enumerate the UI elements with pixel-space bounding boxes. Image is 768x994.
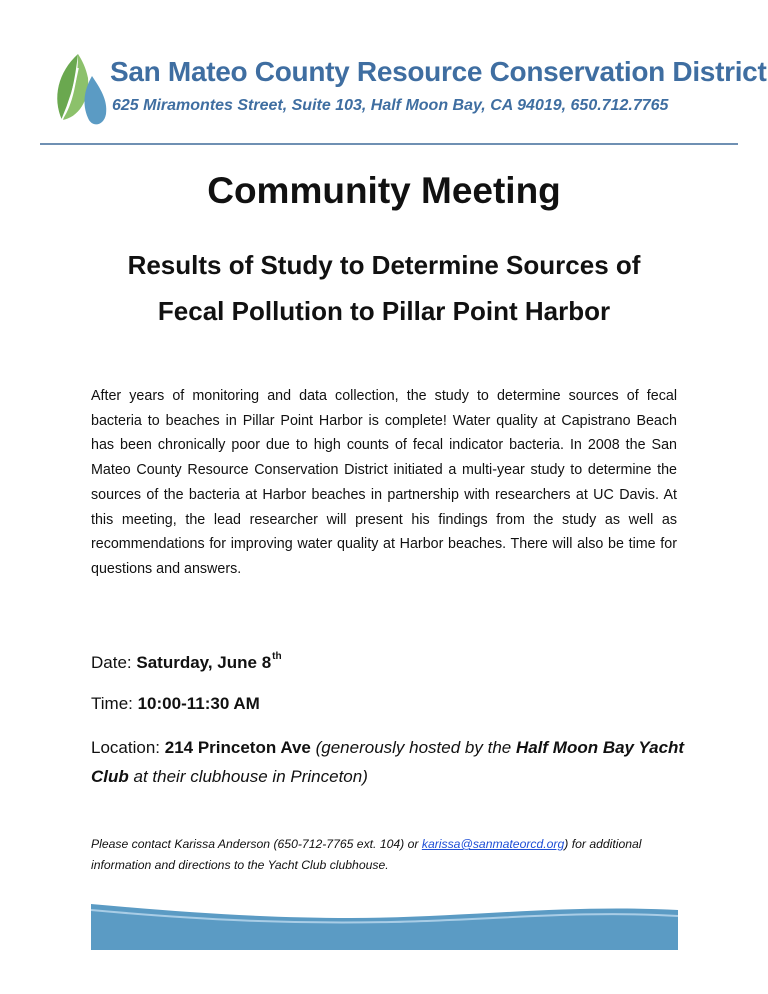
- meeting-location: [91, 733, 691, 791]
- contact-prefix: Please contact Karissa Anderson (650-712-7765 ext. 104) or: [91, 837, 422, 851]
- date-label: Date:: [91, 653, 137, 672]
- date-value: Saturday, June 8: [136, 653, 272, 672]
- location-label: Location:: [91, 738, 165, 757]
- subtitle-line-2: Fecal Pollution to Pillar Point Harbor: [157, 296, 611, 326]
- location-host: Half Moon Bay Yacht Club: [91, 738, 685, 786]
- ocean-wave-icon: [91, 898, 678, 950]
- date-suffix: th: [272, 651, 282, 662]
- meeting-date: [91, 651, 282, 673]
- contact-info: [91, 834, 691, 876]
- contact-suffix: ) for additional information and directions to the Yacht Club clubhouse.: [91, 837, 642, 872]
- page-title: Community Meeting: [207, 170, 561, 211]
- intro-paragraph: After years of monitoring and data collection, the study to determine sources of fecal bacteria to beaches in Pillar Point Harbor is complete! Water quality at Capistrano Beach has been chronically poor due to high counts of fecal indicator bacteria. In 2008 the San Mateo County Resource Conservation District initiated a multi-year study to determine the sources of the bacteria at Harbor beaches in partnership with researchers at UC Davis. At this meeting, the lead researcher will present his findings from the study as well as recommendations for improving water quality at Harbor beaches. There will also be time for questions and answers.: [91, 388, 677, 577]
- location-note-prefix: (generously hosted by the: [310, 738, 516, 757]
- contact-email-link[interactable]: karissa@sanmateorcd.org: [421, 837, 565, 851]
- location-note-suffix: at their clubhouse in Princeton): [128, 767, 368, 786]
- time-value: 10:00-11:30 AM: [137, 694, 260, 713]
- meeting-time: [91, 694, 260, 714]
- time-label: Time:: [91, 694, 138, 713]
- leaf-water-drop-icon: [48, 48, 108, 138]
- header-divider: [40, 143, 738, 145]
- letterhead: [40, 40, 767, 144]
- organization-address: 625 Miramontes Street, Suite 103, Half Moon Bay, CA 94019, 650.712.7765: [112, 97, 669, 114]
- location-value: 214 Princeton Ave: [164, 738, 311, 757]
- page-subtitle: [84, 242, 684, 334]
- organization-name: San Mateo County Resource Conservation District: [110, 56, 767, 87]
- subtitle-line-1: Results of Study to Determine Sources of: [127, 250, 641, 280]
